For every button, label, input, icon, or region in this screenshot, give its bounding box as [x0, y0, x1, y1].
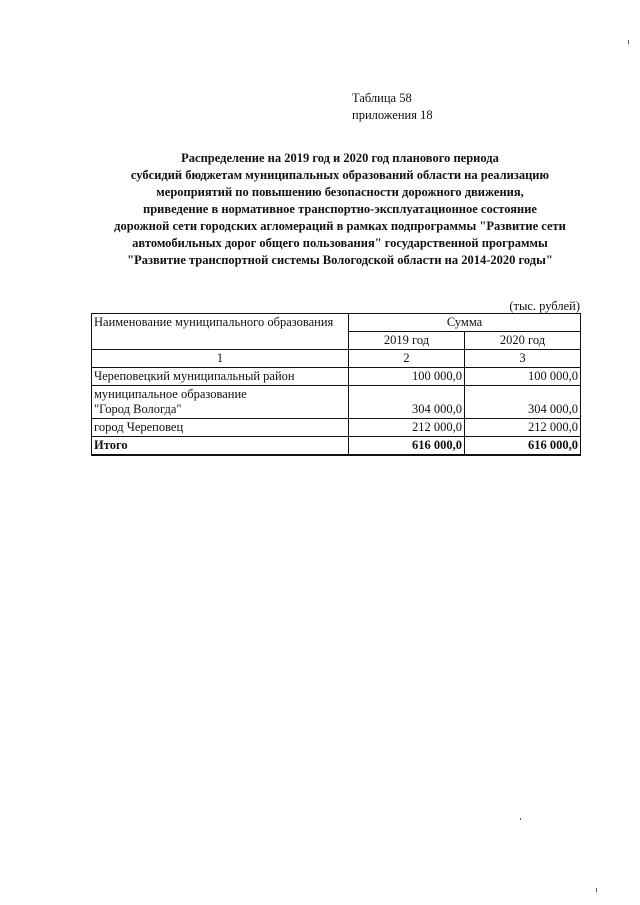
amount-2020: 100 000,0: [465, 368, 581, 386]
total-2019: 616 000,0: [349, 437, 465, 456]
document-title: [60, 150, 620, 269]
column-number: 1: [92, 350, 349, 368]
total-row: [92, 437, 581, 456]
title-line: "Развитие транспортной системы Вологодской области на 2014-2020 годы": [127, 253, 553, 267]
amount-2019: 212 000,0: [349, 419, 465, 437]
total-2020: 616 000,0: [465, 437, 581, 456]
municipality-name-line2: "Город Вологда": [94, 402, 182, 416]
title-line: субсидий бюджетам муниципальных образований области на реализацию: [130, 168, 550, 182]
title-line: автомобильных дорог общего пользования" государственной программы: [132, 236, 548, 250]
title-line: приведение в нормативное транспортно-эксплуатационное состояние: [143, 202, 537, 216]
allocation-table: [91, 313, 581, 456]
header-year-2019: 2019 год: [349, 332, 465, 350]
column-number: 3: [465, 350, 581, 368]
municipality-name: город Череповец: [92, 419, 349, 437]
amount-2020: 304 000,0: [465, 386, 581, 419]
amount-2020: 212 000,0: [465, 419, 581, 437]
amount-2019: 304 000,0: [349, 386, 465, 419]
title-line: дорожной сети городских агломераций в рамках подпрограммы "Развитие сети: [114, 219, 566, 233]
total-label: Итого: [92, 437, 349, 456]
header-year-2020: 2020 год: [465, 332, 581, 350]
scan-speck: [520, 818, 521, 820]
title-line: мероприятий по повышению безопасности дорожного движения,: [156, 185, 524, 199]
title-line: Распределение на 2019 год и 2020 год планового периода: [181, 151, 499, 165]
municipality-name-line1: муниципальное образование: [94, 387, 247, 401]
appendix-reference: приложения 18: [352, 108, 433, 122]
header-sum-cell: Сумма: [349, 314, 581, 332]
municipality-name: [92, 386, 349, 419]
table-header-row: [92, 314, 581, 332]
table-reference: [352, 90, 433, 124]
amount-2019: 100 000,0: [349, 368, 465, 386]
scan-speck: [596, 888, 597, 892]
header-name-cell: Наименование муниципального образования: [92, 314, 349, 350]
units-label: (тыс. рублей): [509, 299, 580, 313]
table-row: [92, 386, 581, 419]
column-numbers-row: [92, 350, 581, 368]
column-number: 2: [349, 350, 465, 368]
table-number: Таблица 58: [352, 91, 412, 105]
table-row: [92, 419, 581, 437]
municipality-name: Череповецкий муниципальный район: [92, 368, 349, 386]
scan-speck: [628, 40, 629, 44]
table-row: [92, 368, 581, 386]
